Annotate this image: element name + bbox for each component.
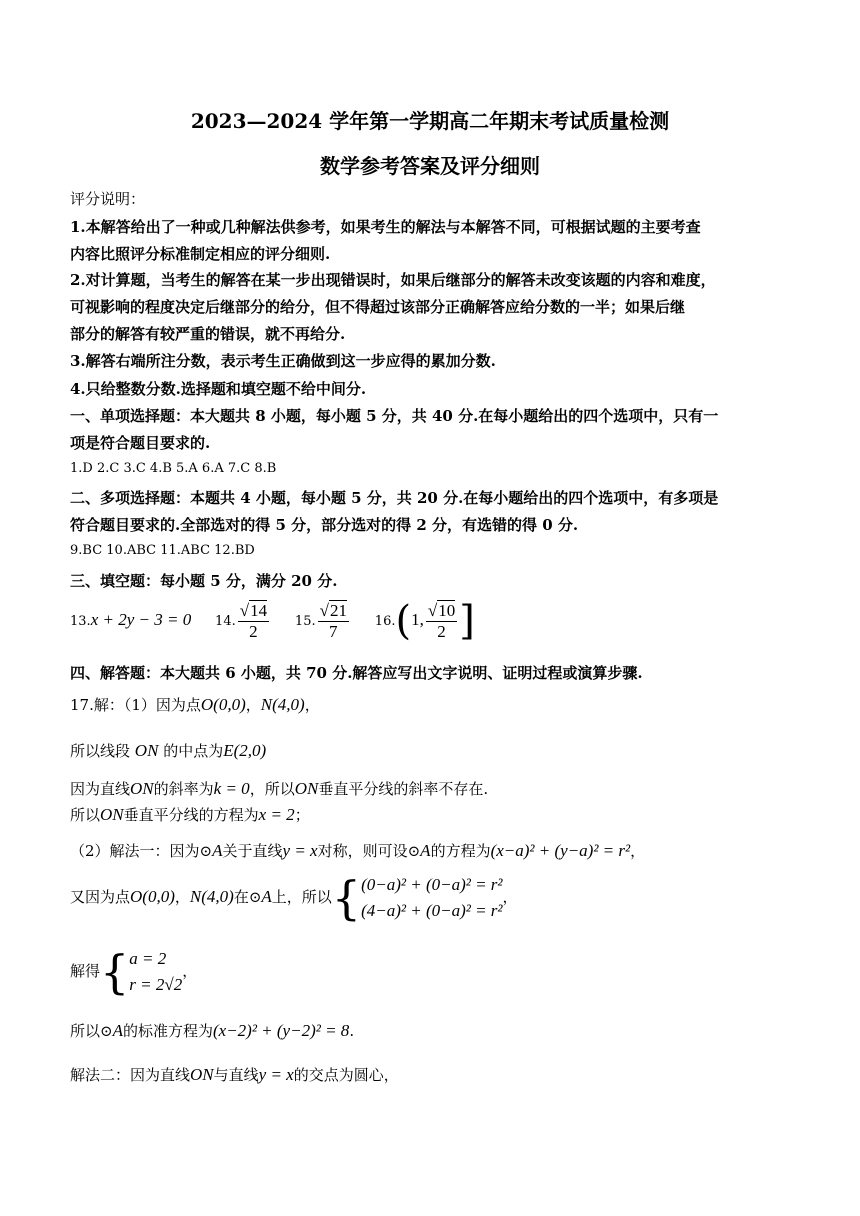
q17-line-1: 17.解：（1）因为点O(0,0)，N(4,0)， <box>70 695 320 714</box>
q14-label: 14. <box>215 614 236 629</box>
q16-left: 1, <box>411 610 424 629</box>
section-2-heading: 二、多项选择题：本题共 4 小题，每小题 5 分，共 20 分.在每小题给出的四个选项中，有多项是 <box>70 489 719 507</box>
rule-1-line-2: 内容比照评分标准制定相应的评分细则. <box>70 245 331 263</box>
q16-label: 16. <box>374 614 396 629</box>
q17-line-4: 所以ON垂直平分线的方程为x = 2； <box>70 805 310 824</box>
q17-line-3: 因为直线ON的斜率为k = 0，所以ON垂直平分线的斜率不存在. <box>70 779 489 798</box>
q15-fraction: $\frac{√21}{7}$ <box>319 600 347 641</box>
q14-fraction: $\frac{√14}{2}$ <box>239 600 268 641</box>
q13-label: 13. <box>70 614 91 629</box>
document-subtitle: 数学参考答案及评分细则 <box>320 154 540 178</box>
document-title: 2023—2024 学年第一学期高二年期末考试质量检测 <box>190 109 670 133</box>
q17-line-7: 解得{ a = 2 r = 2√2 ， <box>70 945 198 999</box>
q16-fraction: $\frac{√10}{2}$ <box>427 600 456 641</box>
section-2-answers: 9.BC 10.ABC 11.ABC 12.BD <box>70 543 255 558</box>
rule-3: 3.解答右端所注分数，表示考生正确做到这一步应得的累加分数. <box>70 352 496 370</box>
q15-label: 15. <box>294 614 316 629</box>
rule-4: 4.只给整数分数.选择题和填空题不给中间分. <box>70 380 367 398</box>
q17-line-6: 又因为点O(0,0)，N(4,0)在⊙A上，所以{ (0−a)² + (0−a)² = r² (4−a)² + (0−a)² = r² ， <box>70 871 518 925</box>
rule-2-line-1: 2.对计算题，当考生的解答在某一步出现错误时，如果后继部分的解答未改变该题的内容和难度， <box>70 271 716 289</box>
section-2-heading-cont: 符合题目要求的.全部选对的得 5 分，部分选对的得 2 分，有选错的得 0 分. <box>70 516 579 534</box>
q13-answer: x + 2y − 3 = 0 <box>90 610 192 629</box>
section-1-heading-cont: 项是符合题目要求的. <box>70 434 211 452</box>
q17-line-8: 所以⊙A的标准方程为(x−2)² + (y−2)² = 8. <box>70 1021 355 1040</box>
section-3-answers: 13.x + 2y − 3 = 0 14. $\frac{√14}{2}$ 15. $\frac{√21}{7}$ 16.(1, $\frac{√10}{2}$ ] <box>70 598 475 644</box>
section-4-heading: 四、解答题：本大题共 6 小题，共 70 分.解答应写出文字说明、证明过程或演算步骤. <box>70 664 643 682</box>
section-3-heading: 三、填空题：每小题 5 分，满分 20 分. <box>70 572 338 590</box>
scoring-header: 评分说明： <box>70 190 146 208</box>
q17-line-5: （2）解法一：因为⊙A关于直线y = x对称，则可设⊙A的方程为(x−a)² + (y−a)² = r²， <box>70 841 646 860</box>
rule-2-line-2: 可视影响的程度决定后继部分的给分，但不得超过该部分正确解答应给分数的一半；如果后继 <box>70 298 686 316</box>
rule-2-line-3: 部分的解答有较严重的错误，就不再给分. <box>70 325 346 343</box>
q17-line-9: 解法二：因为直线ON与直线y = x的交点为圆心， <box>70 1065 399 1084</box>
rule-1-line-1: 1.本解答给出了一种或几种解法供参考，如果考生的解法与本解答不同，可根据试题的主要考查 <box>70 218 701 236</box>
section-1-heading: 一、单项选择题：本大题共 8 小题，每小题 5 分，共 40 分.在每小题给出的四个选项中，只有一 <box>70 407 719 425</box>
q17-line-2: 所以线段 ON 的中点为E(2,0) <box>70 741 267 760</box>
section-1-answers: 1.D 2.C 3.C 4.B 5.A 6.A 7.C 8.B <box>70 461 277 476</box>
